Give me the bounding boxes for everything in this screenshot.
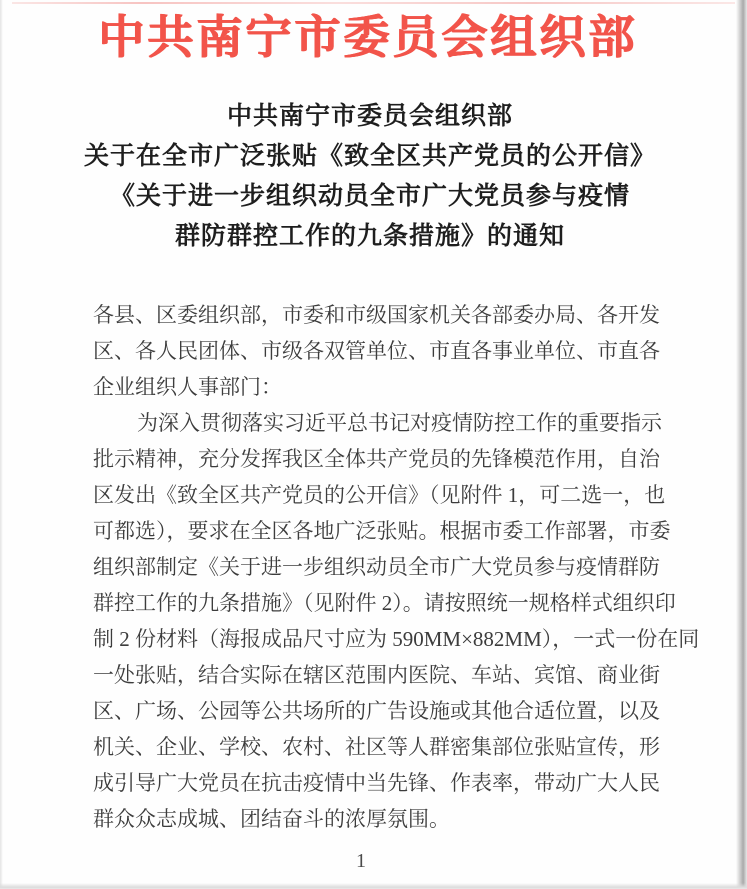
body-line: 机关、企业、学校、农村、社区等人群密集部位张贴宣传，形: [93, 735, 660, 759]
page-number: 1: [356, 850, 366, 872]
document-title: [0, 97, 740, 257]
salutation-line: 各县、区委组织部，市委和市级国家机关各部委办局、各开发: [93, 303, 660, 327]
title-line-4: 群防群控工作的九条措施》的通知: [174, 223, 565, 250]
salutation-line: 企业组织人事部门：: [93, 375, 282, 399]
body-line: 区发出《致全区共产党员的公开信》（见附件 1，可二选一，也: [93, 483, 666, 507]
salutation-line: 区、各人民团体、市级各双管单位、市直各事业单位、市直各: [93, 339, 660, 363]
body-line: 群众众志成城、团结奋斗的浓厚氛围。: [93, 807, 450, 831]
document-body: [93, 297, 700, 837]
title-line-1: 中共南宁市委员会组织部: [226, 103, 513, 130]
body-line: 制 2 份材料（海报成品尺寸应为 590MM×882MM），一式一份在同: [93, 627, 700, 651]
body-line: 一处张贴，结合实际在辖区范围内医院、车站、宾馆、商业街: [93, 663, 660, 687]
scan-artifact-red-line: [12, 2, 735, 4]
body-line: 成引导广大党员在抗击疫情中当先锋、作表率，带动广大人民: [93, 771, 660, 795]
body-line: 为深入贯彻落实习近平总书记对疫情防控工作的重要指示: [137, 411, 662, 435]
page-bottom-edge: [0, 883, 747, 889]
body-line: 组织部制定《关于进一步组织动员全市广大党员参与疫情群防: [93, 555, 660, 579]
body-line: 批示精神，充分发挥我区全体共产党员的先锋模范作用，自治: [93, 447, 660, 471]
letterhead-title: 中共南宁市委员会组织部: [98, 12, 638, 63]
title-line-3: 《关于进一步组织动员全市广大党员参与疫情: [109, 183, 630, 210]
body-line: 区、广场、公园等公共场所的广告设施或其他合适位置，以及: [93, 699, 660, 723]
body-line: 可都选），要求在全区各地广泛张贴。根据市委工作部署，市委: [93, 519, 671, 543]
title-line-2: 关于在全市广泛张贴《致全区共产党员的公开信》: [83, 143, 656, 170]
body-line: 群控工作的九条措施》（见附件 2）。请按照统一规格样式组织印: [93, 591, 676, 615]
